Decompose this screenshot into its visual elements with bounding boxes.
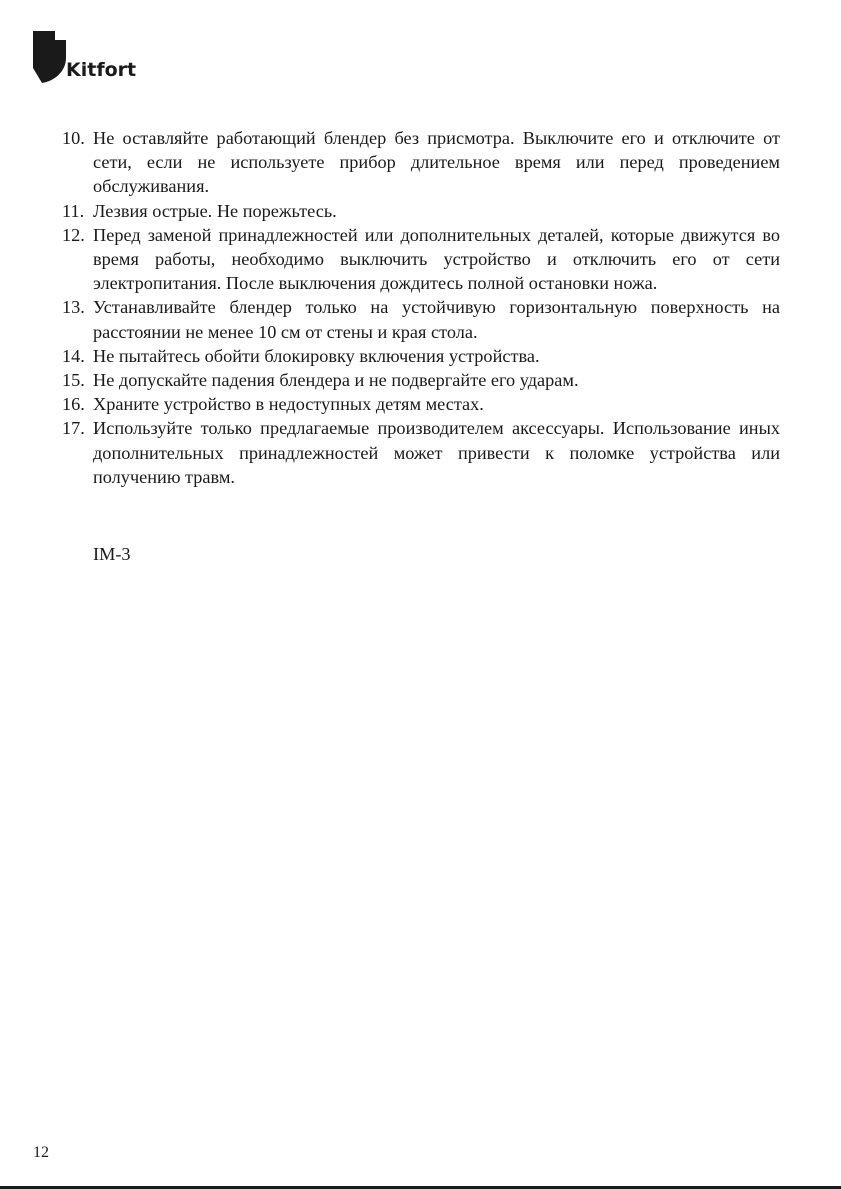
- list-item-number: 10.: [62, 128, 85, 148]
- list-item-number: 12.: [62, 224, 85, 245]
- list-item: [62, 368, 780, 392]
- list-item-text: Используйте только предлагаемые производителем аксессуары. Использование иных дополнительных принадлежностей может привести к поломке устройства или получению травм.: [93, 418, 780, 487]
- list-item-text: Устанавливайте блендер только на устойчивую горизонтальную поверхность на расстоянии не менее 10 см от стены и края стола.: [93, 297, 780, 342]
- document-code: IM-3: [93, 544, 131, 564]
- list-item-number: 16.: [62, 394, 85, 415]
- list-item: [62, 295, 780, 343]
- list-item-number: 15.: [62, 370, 85, 391]
- list-item: [62, 416, 780, 489]
- list-item: [62, 126, 780, 199]
- brand-logo: [33, 31, 143, 87]
- list-item-text: Перед заменой принадлежностей или дополнительных деталей, которые движутся во время работы, необходимо выключить устройство и отключить его от сети электропитания. После выключения дождитесь полной остановки ножа.: [93, 224, 780, 294]
- list-item-text: Не оставляйте работающий блендер без присмотра. Выключите его и отключите от сети, если не используете прибор длительное время или перед проведением обслуживания.: [93, 128, 780, 197]
- list-item-text: Храните устройство в недоступных детям местах.: [93, 394, 484, 415]
- list-item: [62, 392, 780, 416]
- list-item-text: Не допускайте падения блендера и не подвергайте его ударам.: [93, 370, 579, 391]
- list-item-text: Лезвия острые. Не порежьтесь.: [93, 200, 337, 221]
- list-item: [62, 344, 780, 368]
- safety-instructions-list: [62, 126, 780, 489]
- page-number: 12: [33, 1144, 49, 1161]
- list-item-number: 11.: [62, 200, 85, 221]
- list-item-text: Не пытайтесь обойти блокировку включения устройства.: [93, 345, 540, 366]
- list-item: [62, 199, 780, 223]
- list-item-number: 17.: [62, 418, 85, 439]
- logo-text: Kitfort: [66, 59, 137, 81]
- list-item-number: 14.: [62, 345, 85, 366]
- list-item: [62, 223, 780, 296]
- list-item-number: 13.: [62, 297, 85, 318]
